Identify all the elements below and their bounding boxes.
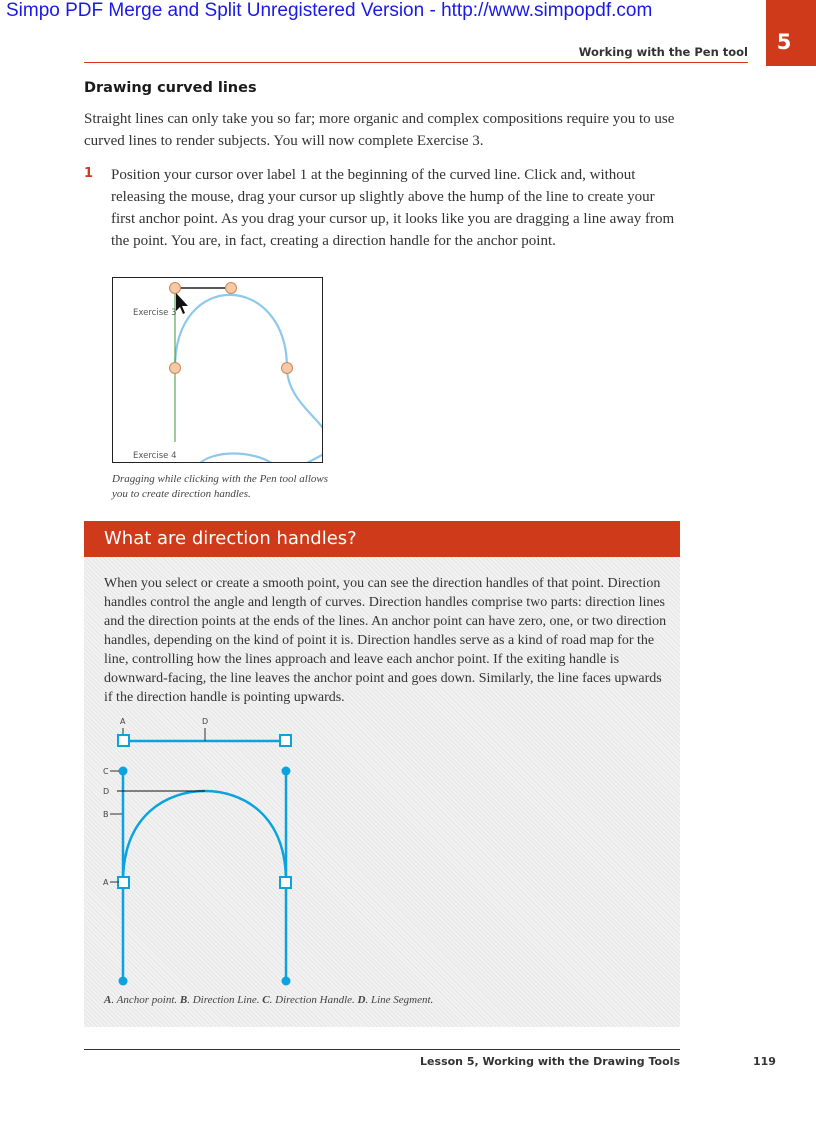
sidebar-paragraph: When you select or create a smooth point, you can see the direction handles of that point. Direction handles control the angle and length of curves. Direction handles comprise two parts: direction lines and the direction points at the ends of the lines. An anchor point can have zero, one, or two direction handles, depending on the kind of point it is. Direction handles serve as a kind of road map for the line, controlling how the lines approach and leave each anchor point. If the exiting handle is downward-facing, the line leaves the anchor point and goes down. Similarly, the line faces upwards if the direction handle is pointing upwards. xyxy=(104,576,667,705)
direction-handle-bottom-right xyxy=(282,977,291,986)
direction-handle-bottom-left xyxy=(119,977,128,986)
exercise-3-label: Exercise 3 xyxy=(133,308,177,318)
step-number: 1 xyxy=(84,166,94,181)
caption-text-c: . Direction Handle. xyxy=(269,994,358,1006)
caption-text-a: . Anchor point. xyxy=(111,994,180,1006)
direction-handle-top-right xyxy=(282,767,291,776)
handle-point-left-icon xyxy=(170,283,181,294)
anchor-point-top-right xyxy=(280,735,291,746)
anchor-point-2-icon xyxy=(282,363,293,374)
exercise-3-curve xyxy=(175,295,323,430)
footer-rule xyxy=(84,1049,680,1050)
caption-text-b: . Direction Line. xyxy=(187,994,263,1006)
caption-key-a: A xyxy=(104,994,112,1006)
sidebar-box xyxy=(84,521,680,1027)
caption-key-d: D xyxy=(357,994,366,1006)
chapter-number: 5 xyxy=(776,30,792,54)
diagram-caption xyxy=(104,994,433,1006)
label-c: C xyxy=(103,767,109,776)
intro-paragraph: Straight lines can only take you so far; more organic and complex compositions require you to use curved lines to render subjects. You will now complete Exercise 3. xyxy=(84,111,675,149)
exercise-4-label: Exercise 4 xyxy=(133,451,177,461)
label-b: B xyxy=(103,810,109,819)
page-number: 119 xyxy=(753,1055,776,1068)
caption-key-c: C xyxy=(262,994,270,1006)
caption-key-b: B xyxy=(179,994,188,1006)
label-d: D xyxy=(103,787,110,796)
caption-text-d: . Line Segment. xyxy=(365,994,434,1006)
anchor-point-left xyxy=(118,877,129,888)
step-text: Position your cursor over label 1 at the beginning of the curved line. Click and, without releasing the mouse, drag your cursor up slightly above the hump of the line to create your first anchor point. As you drag your cursor up, it looks like you are dragging a line away from the point. You are, in fact, creating a direction handle for the anchor point. xyxy=(111,167,675,249)
label-a-top: A xyxy=(120,717,126,726)
label-a: A xyxy=(103,878,109,887)
section-title: Drawing curved lines xyxy=(84,80,257,96)
figure-caption: Dragging while clicking with the Pen tool allows you to create direction handles. xyxy=(112,473,329,500)
exercise-figure-drawing xyxy=(113,278,323,463)
anchor-point-right xyxy=(280,877,291,888)
footer-lesson-title: Lesson 5, Working with the Drawing Tools xyxy=(420,1055,680,1068)
sidebar-title: What are direction handles? xyxy=(104,528,357,549)
label-d-top: D xyxy=(202,717,209,726)
pen-cursor-icon xyxy=(176,293,188,314)
handle-point-right-icon xyxy=(226,283,237,294)
anchor-point-top-left xyxy=(118,735,129,746)
sidebar-header xyxy=(84,521,680,557)
curved-segment xyxy=(123,791,286,882)
watermark-text: Simpo PDF Merge and Split Unregistered Version - http://www.simpopdf.com xyxy=(6,0,653,21)
exercise-figure xyxy=(112,277,323,463)
direction-handles-diagram xyxy=(84,706,384,996)
direction-handle-top-left xyxy=(119,767,128,776)
exercise-4-curve xyxy=(199,454,323,464)
header-rule xyxy=(84,62,748,63)
anchor-point-1-icon xyxy=(170,363,181,374)
running-head: Working with the Pen tool xyxy=(578,45,748,59)
chapter-tab xyxy=(766,0,816,66)
